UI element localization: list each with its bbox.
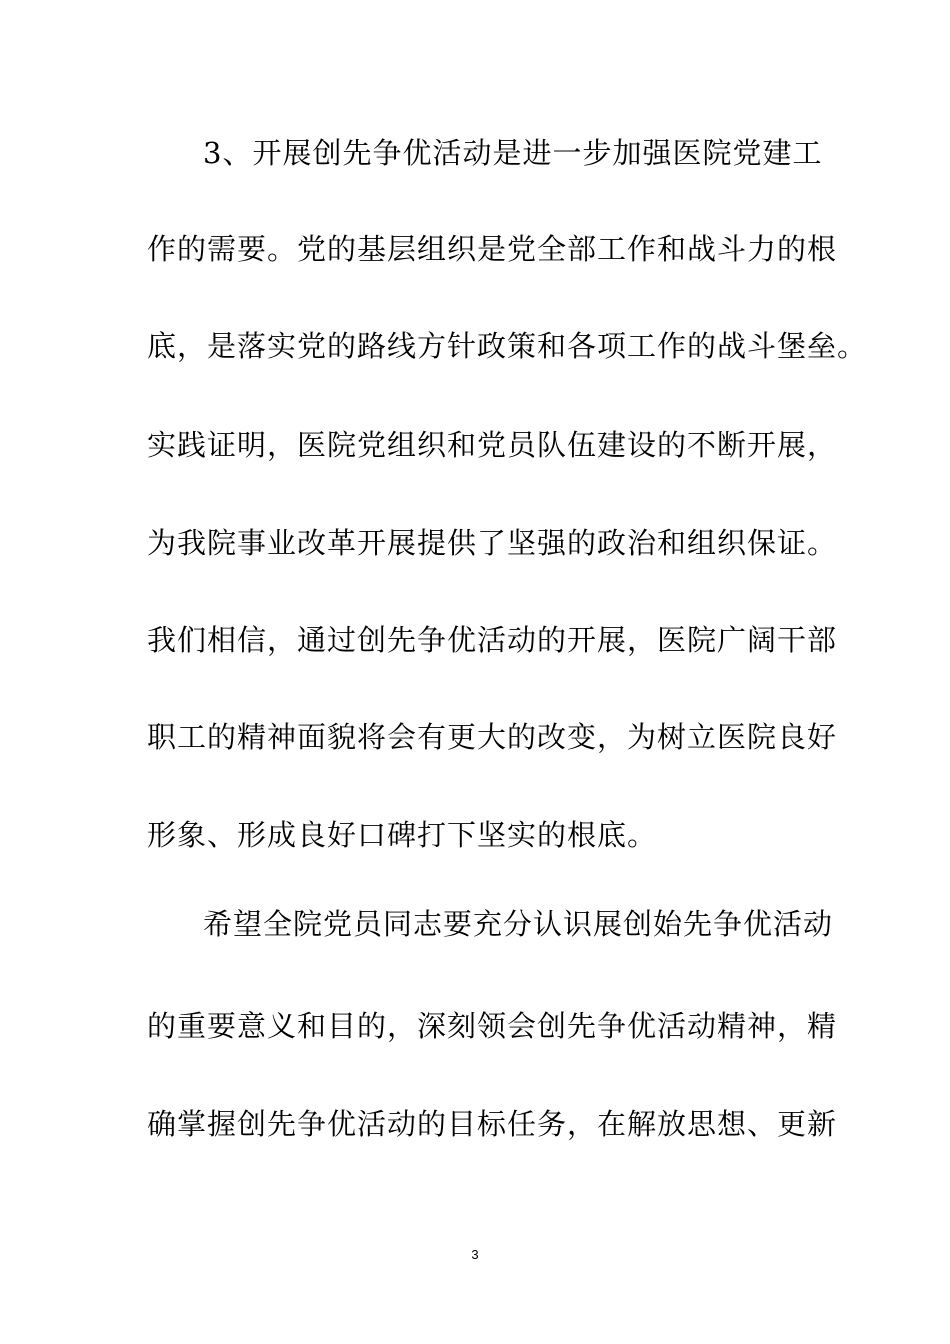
paragraph-line: 底，是落实党的路线方针政策和各项工作的战斗堡垒。 [147, 329, 868, 363]
paragraph-line: 形象、形成良好口碑打下坚实的根底。 [147, 818, 658, 852]
paragraph-line: 作的需要。党的基层组织是党全部工作和战斗力的根 [147, 232, 838, 266]
paragraph-line: 实践证明，医院党组织和党员队伍建设的不断开展， [147, 428, 838, 462]
paragraph-line: 3、开展创先争优活动是进一步加强医院党建工 [203, 136, 823, 170]
paragraph-line: 职工的精神面貌将会有更大的改变，为树立医院良好 [147, 720, 838, 754]
paragraph-line: 我们相信，通过创先争优活动的开展，医院广阔干部 [147, 623, 838, 657]
paragraph-line: 确掌握创先争优活动的目标任务，在解放思想、更新 [147, 1107, 838, 1141]
paragraph-line: 的重要意义和目的，深刻领会创先争优活动精神，精 [147, 1009, 838, 1043]
paragraph-line: 为我院事业改革开展提供了坚强的政治和组织保证。 [147, 526, 838, 560]
page-number: 3 [471, 1247, 479, 1262]
paragraph-line: 希望全院党员同志要充分认识展创始先争优活动 [203, 907, 834, 941]
